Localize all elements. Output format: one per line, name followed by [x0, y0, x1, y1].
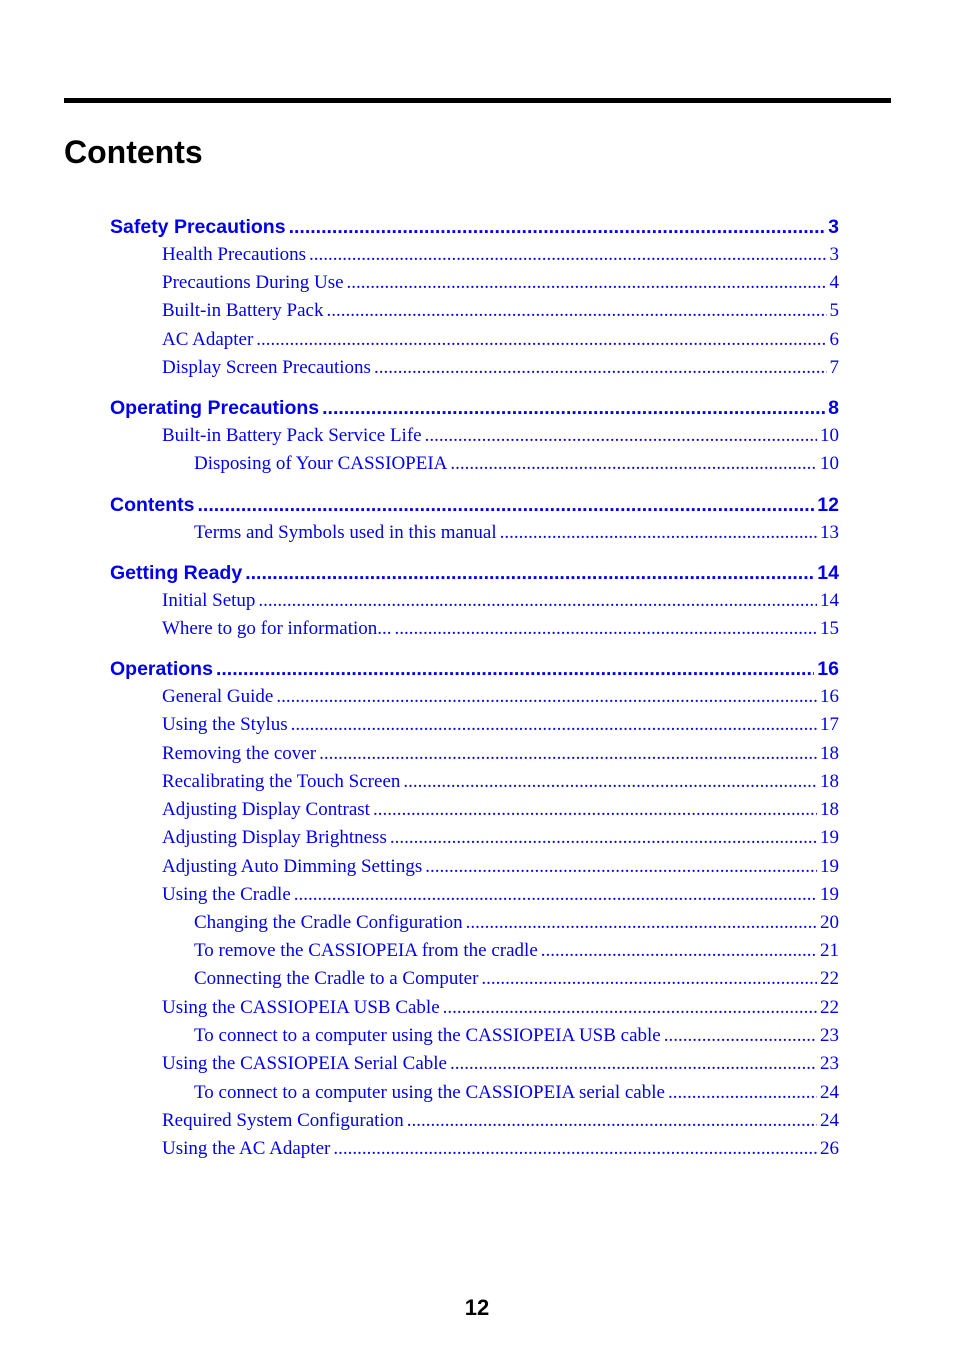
toc-entry-label: Changing the Cradle Configuration [194, 912, 463, 933]
toc-entry[interactable] [194, 522, 839, 546]
toc-entry[interactable] [194, 940, 839, 964]
toc-leader [450, 1053, 817, 1075]
toc-entry[interactable] [162, 357, 839, 381]
toc-entry-page: 12 [817, 494, 839, 516]
toc-leader [373, 799, 817, 821]
toc-leader [256, 329, 826, 351]
toc-entry-page: 18 [820, 771, 839, 792]
toc-entry-page: 8 [828, 397, 839, 419]
toc-entry[interactable] [162, 329, 839, 353]
toc-entry-label: To connect to a computer using the CASSIOPEIA USB cable [194, 1025, 661, 1046]
toc-entry-page: 23 [820, 1053, 839, 1074]
toc-entry[interactable] [110, 397, 839, 421]
toc-entry-page: 14 [820, 590, 839, 611]
toc-entry-page: 22 [820, 997, 839, 1018]
toc-leader [500, 522, 817, 544]
toc-entry[interactable] [194, 968, 839, 992]
toc-entry-page: 5 [829, 300, 839, 321]
toc-entry[interactable] [162, 590, 839, 614]
toc-entry-page: 10 [820, 453, 839, 474]
toc-entry-label: Connecting the Cradle to a Computer [194, 968, 479, 989]
toc-entry-label: Precautions During Use [162, 272, 344, 293]
toc-entry-page: 24 [820, 1110, 839, 1131]
toc-entry-label: Operations [110, 658, 213, 680]
toc-entry[interactable] [162, 1110, 839, 1134]
toc-entry-label: Adjusting Auto Dimming Settings [162, 856, 423, 877]
toc-leader [450, 453, 817, 475]
toc-entry[interactable] [162, 827, 839, 851]
toc-entry[interactable] [162, 1138, 839, 1162]
toc-entry-label: Built-in Battery Pack Service Life [162, 425, 422, 446]
toc-entry-label: Adjusting Display Brightness [162, 827, 387, 848]
toc-entry[interactable] [110, 658, 839, 682]
toc-entry-label: Using the AC Adapter [162, 1138, 331, 1159]
toc-entry[interactable] [162, 244, 839, 268]
toc-entry[interactable] [162, 884, 839, 908]
toc-leader [425, 856, 817, 878]
toc-entry[interactable] [110, 216, 839, 240]
toc-entry[interactable] [162, 618, 839, 642]
toc-leader [294, 884, 817, 906]
toc-leader [403, 771, 817, 793]
toc-entry-label: Health Precautions [162, 244, 307, 265]
toc-entry-page: 22 [820, 968, 839, 989]
toc-entry[interactable] [162, 425, 839, 449]
toc-entry-label: AC Adapter [162, 329, 254, 350]
toc-entry-page: 15 [820, 618, 839, 639]
toc-entry-label: Removing the cover [162, 743, 317, 764]
toc-leader [276, 686, 817, 708]
toc-entry-page: 21 [820, 940, 839, 961]
toc-leader [668, 1082, 817, 1104]
toc-entry-label: Where to go for information... [162, 618, 392, 639]
toc-entry[interactable] [162, 686, 839, 710]
toc-leader [466, 912, 817, 934]
toc-leader [319, 743, 817, 765]
toc-entry-label: Operating Precautions [110, 397, 320, 419]
toc-entry[interactable] [162, 856, 839, 880]
toc-entry-label: Getting Ready [110, 562, 243, 584]
toc-entry-label: Contents [110, 494, 195, 516]
toc-entry-page: 18 [820, 799, 839, 820]
toc-entry-page: 7 [829, 357, 839, 378]
toc-leader [309, 244, 826, 266]
toc-leader [245, 562, 814, 585]
toc-entry[interactable] [162, 997, 839, 1021]
toc-entry-page: 4 [829, 272, 839, 293]
toc-entry[interactable] [110, 562, 839, 586]
toc-leader [333, 1138, 817, 1160]
toc-entry-label: Built-in Battery Pack [162, 300, 324, 321]
toc-entry-page: 6 [829, 329, 839, 350]
toc-leader [198, 494, 815, 517]
toc-entry-page: 16 [820, 686, 839, 707]
toc-entry-page: 13 [820, 522, 839, 543]
toc-entry-label: Display Screen Precautions [162, 357, 371, 378]
page-title: Contents [64, 134, 203, 170]
toc-leader [390, 827, 817, 849]
toc-entry-label: Recalibrating the Touch Screen [162, 771, 401, 792]
toc-leader [326, 300, 826, 322]
toc-entry-page: 14 [817, 562, 839, 584]
toc-entry[interactable] [162, 1053, 839, 1077]
toc-leader [374, 357, 827, 379]
toc-entry-label: Safety Precautions [110, 216, 286, 238]
toc-entry-page: 19 [820, 827, 839, 848]
toc-entry-label: To connect to a computer using the CASSIOPEIA serial cable [194, 1082, 665, 1103]
toc-entry-page: 20 [820, 912, 839, 933]
toc-entry[interactable] [162, 300, 839, 324]
toc-leader [216, 658, 814, 681]
toc-leader [289, 216, 826, 239]
toc-leader [407, 1110, 817, 1132]
toc-entry-label: Terms and Symbols used in this manual [194, 522, 497, 543]
toc-entry[interactable] [162, 743, 839, 767]
toc-leader [258, 590, 817, 612]
toc-entry-label: Adjusting Display Contrast [162, 799, 370, 820]
toc-entry[interactable] [110, 494, 839, 518]
toc-entry[interactable] [194, 1025, 839, 1049]
toc-entry-label: Using the Stylus [162, 714, 288, 735]
toc-entry-page: 3 [828, 216, 839, 238]
toc-entry-page: 18 [820, 743, 839, 764]
toc-entry-page: 3 [829, 244, 839, 265]
toc-entry-page: 23 [820, 1025, 839, 1046]
toc-leader [425, 425, 817, 447]
toc-leader [541, 940, 817, 962]
toc-entry-page: 16 [817, 658, 839, 680]
toc-entry-label: Required System Configuration [162, 1110, 404, 1131]
toc-entry-page: 24 [820, 1082, 839, 1103]
toc-leader [395, 618, 817, 640]
toc-entry[interactable] [194, 912, 839, 936]
toc-entry-page: 19 [820, 884, 839, 905]
toc-entry-label: Using the CASSIOPEIA Serial Cable [162, 1053, 447, 1074]
toc-leader [291, 714, 817, 736]
toc-leader [443, 997, 817, 1019]
toc-entry[interactable] [194, 453, 839, 477]
page-number: 12 [464, 1295, 490, 1320]
toc-leader [481, 968, 817, 990]
toc-entry[interactable] [162, 771, 839, 795]
toc-entry[interactable] [194, 1082, 839, 1106]
toc-entry-label: Using the Cradle [162, 884, 291, 905]
toc-leader [347, 272, 827, 294]
toc-entry-label: Initial Setup [162, 590, 256, 611]
toc-entry-label: To remove the CASSIOPEIA from the cradle [194, 940, 538, 961]
toc-entry-page: 17 [820, 714, 839, 735]
toc-entry-page: 19 [820, 856, 839, 877]
toc-entry-label: Using the CASSIOPEIA USB Cable [162, 997, 440, 1018]
toc-entry-page: 26 [820, 1138, 839, 1159]
toc-entry[interactable] [162, 714, 839, 738]
toc-leader [664, 1025, 817, 1047]
toc-leader [322, 397, 825, 420]
toc-entry[interactable] [162, 799, 839, 823]
toc-entry-page: 10 [820, 425, 839, 446]
toc-entry-label: General Guide [162, 686, 274, 707]
toc-entry-label: Disposing of Your CASSIOPEIA [194, 453, 448, 474]
toc-entry[interactable] [162, 272, 839, 296]
